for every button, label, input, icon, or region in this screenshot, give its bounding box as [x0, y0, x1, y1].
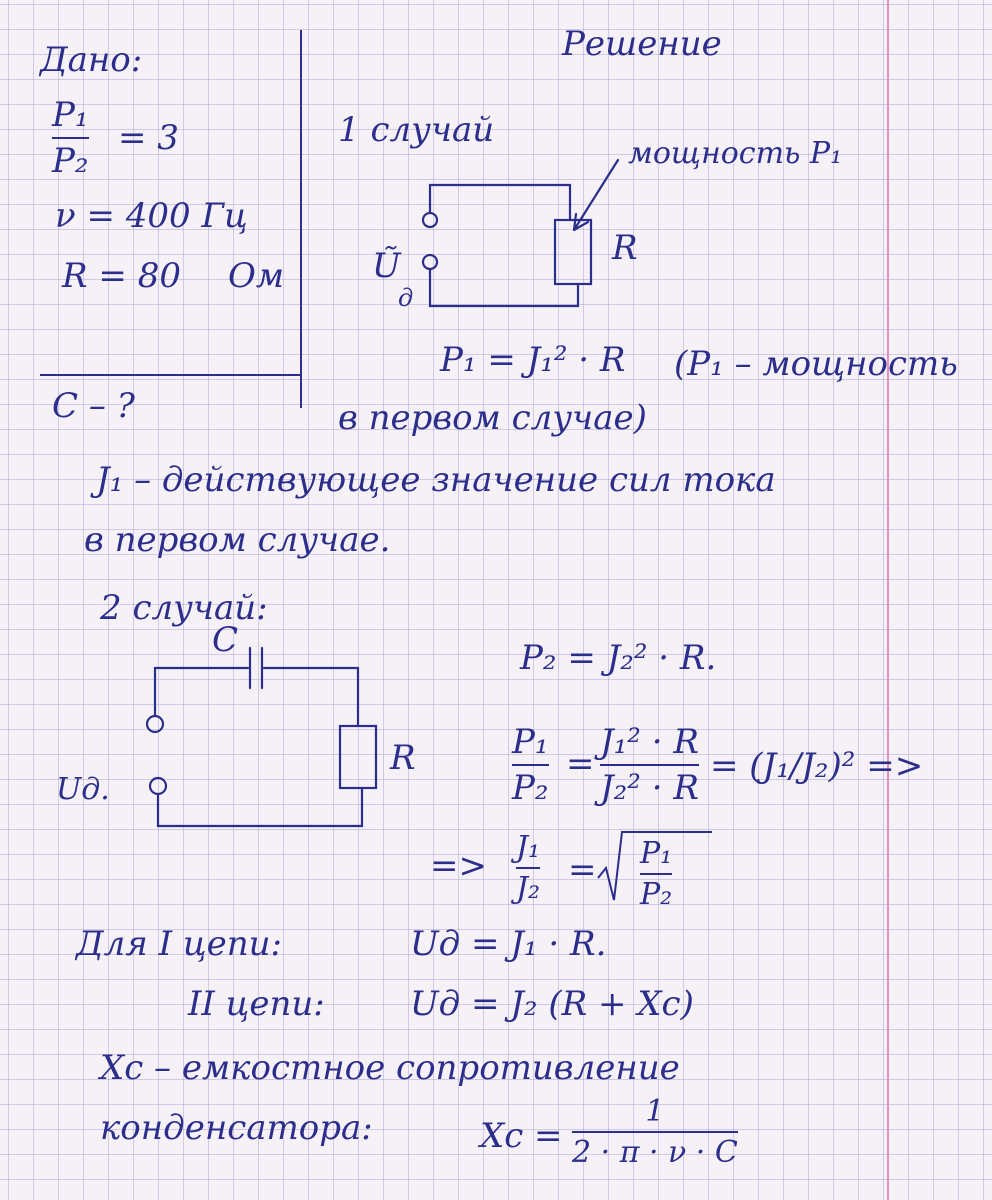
circuit2 [147, 648, 376, 826]
circuit2-source-label: Uд. [56, 772, 110, 807]
equation-p1-note-line1: (P₁ – мощность [674, 344, 958, 384]
equation-p1: P₁ = J₁² · R [440, 340, 626, 380]
sqrt-lhs [516, 830, 540, 906]
given-ratio-denominator: P₂ [52, 141, 89, 181]
circuit1-source-label: Ũ [372, 246, 401, 286]
circuit2-resistor-label: R [390, 738, 416, 778]
ratio-mid-denominator: J₂² · R [600, 768, 699, 808]
fraction-bar [572, 1131, 738, 1133]
fraction-bar [600, 764, 699, 766]
sqrt-implication: => [430, 846, 487, 886]
ratio-mid [600, 722, 699, 808]
solution-header: Решение [562, 24, 722, 64]
fraction-bar [512, 764, 549, 766]
circuit1-top-wire [430, 185, 570, 220]
given-header: Дано: [40, 40, 143, 80]
circuit2-left-wire [155, 668, 248, 715]
given-ratio-numerator: P₁ [52, 95, 89, 135]
circuit2-terminal-top [147, 716, 163, 732]
ratio-mid-numerator: J₁² · R [600, 722, 699, 762]
j1-definition-line1: J₁ – действующее значение сил тока [96, 460, 776, 500]
given-resistance-unit: Ом [228, 256, 285, 296]
circuit2-terminal-bottom [150, 778, 166, 794]
circuit1-source-subscript: д [398, 284, 414, 312]
equation-p2: P₂ = J₂² · R. [520, 638, 717, 678]
xc-formula-lhs: Xc = [480, 1116, 563, 1156]
ratio-lhs-numerator: P₁ [512, 722, 549, 762]
case1-title: 1 случай [338, 110, 495, 150]
xc-formula-numerator: 1 [645, 1094, 665, 1129]
j1-definition-line2: в первом случае. [84, 520, 391, 560]
sqrt-rhs-denominator: P₂ [640, 877, 673, 912]
power-arrow [574, 160, 618, 230]
fraction-bar [516, 867, 540, 869]
ratio-rhs: = (J₁/J₂)² => [710, 746, 924, 786]
circuit2-bottom-wire [158, 788, 362, 826]
circuit2-resistor [340, 726, 376, 788]
equation-p1-note-line2: в первом случае) [338, 398, 647, 438]
sqrt-lhs-denominator: J₂ [516, 871, 541, 906]
xc-formula-fraction [572, 1094, 738, 1170]
xc-definition-line2: конденсатора: [100, 1108, 373, 1148]
ratio-lhs [512, 722, 549, 808]
circuit2-right-wire [264, 668, 358, 726]
sqrt-rhs-numerator: P₁ [640, 836, 673, 871]
given-resistance: R = 80 [62, 256, 181, 296]
case2-title: 2 случай: [100, 588, 268, 628]
circuit1-terminal-top [423, 213, 437, 227]
power-label: мощность P₁ [628, 136, 843, 171]
given-frequency: ν = 400 Гц [55, 196, 248, 236]
fraction-bar [640, 873, 672, 875]
xc-formula-denominator: 2 · π · ν · C [572, 1135, 738, 1170]
ratio-lhs-denominator: P₂ [512, 768, 549, 808]
circuit1-terminal-bottom [423, 255, 437, 269]
find-label: C – ? [52, 386, 135, 426]
sqrt-equals-sign: = [568, 850, 597, 890]
sqrt-rhs [640, 836, 672, 912]
circuit1-equation: Uд = J₁ · R. [410, 924, 607, 964]
circuit2-intro: II цепи: [188, 984, 325, 1024]
given-ratio-value: = 3 [118, 118, 179, 158]
circuit2-equation: Uд = J₂ (R + Xc) [410, 984, 694, 1024]
sqrt-lhs-numerator: J₁ [516, 830, 541, 865]
circuit1 [423, 160, 618, 306]
circuit1-intro: Для I цепи: [76, 924, 282, 964]
ratio-equals-sign: = [566, 744, 595, 784]
xc-definition: Xc – емкостное сопротивление [100, 1048, 680, 1088]
capacitor-label: C [212, 620, 239, 660]
circuit1-resistor-label: R [612, 228, 638, 268]
